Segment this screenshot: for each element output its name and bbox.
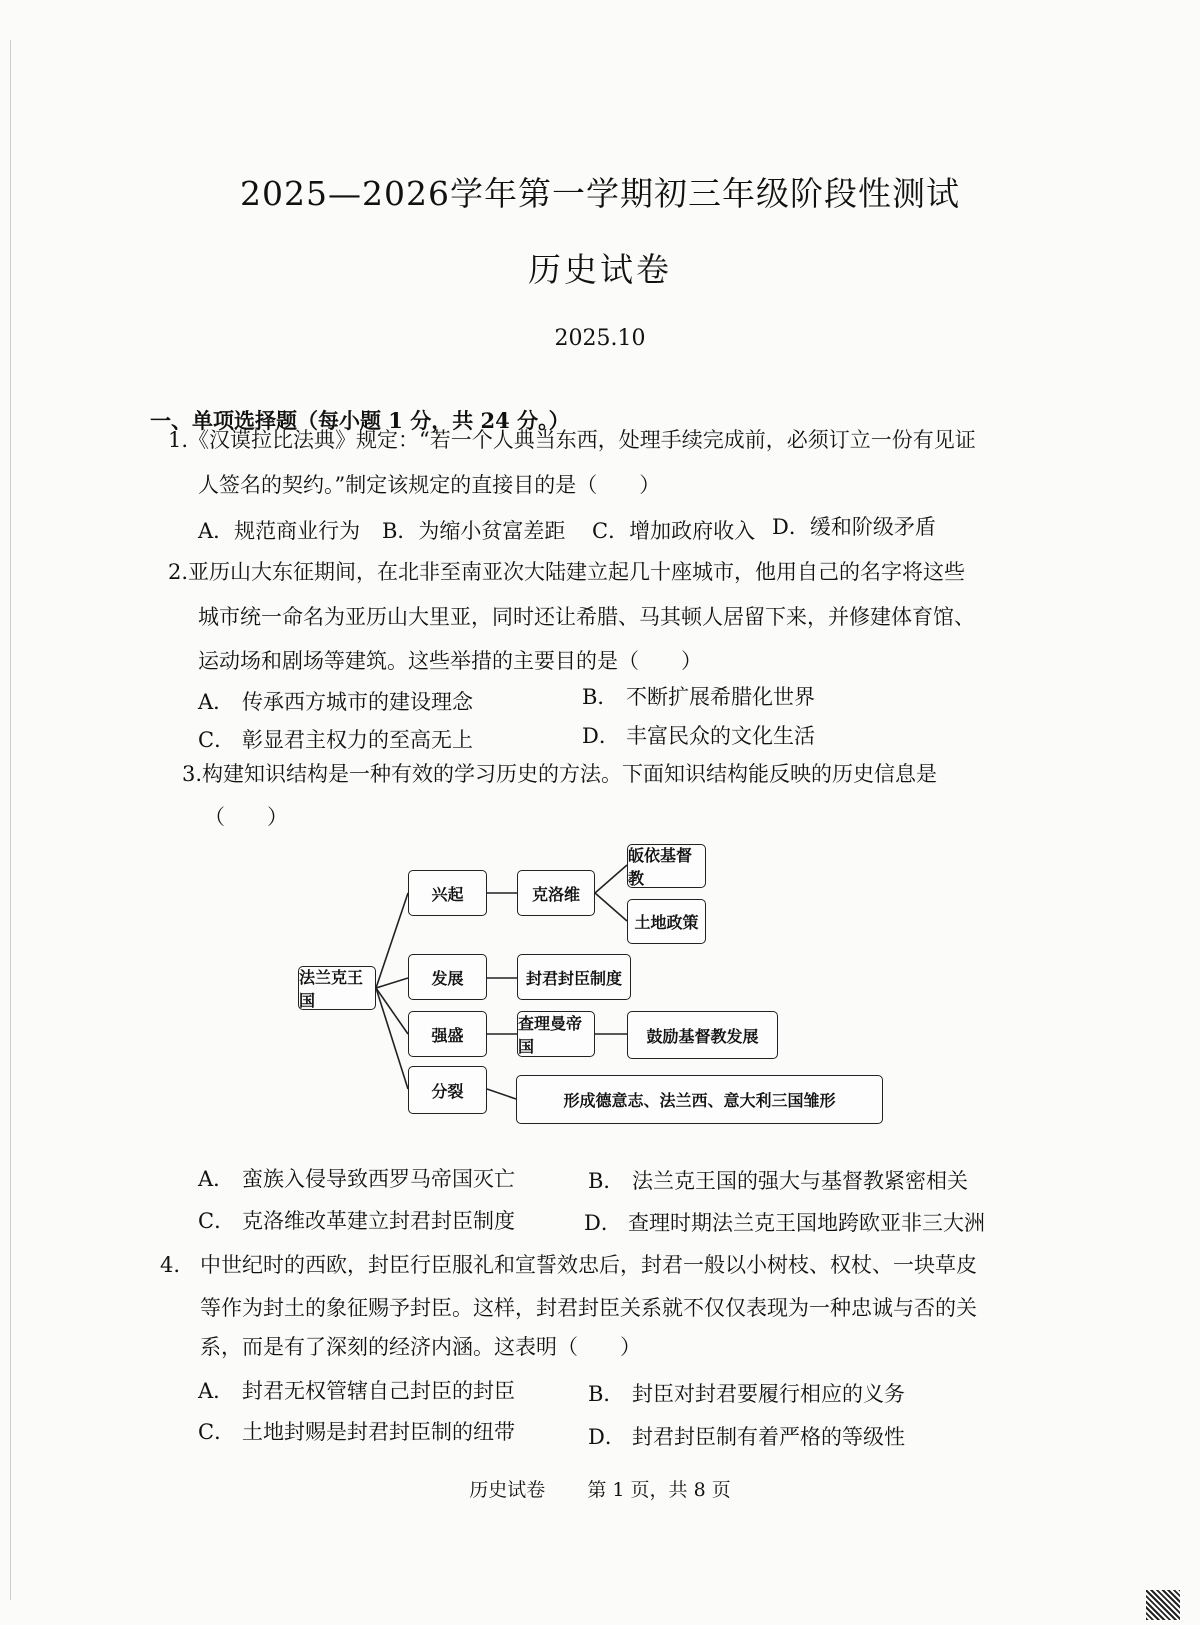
question-4-option-d: D． 封君封臣制有着严格的等级性 [588, 1425, 905, 1449]
question-4-option-c: C． 土地封赐是封君封臣制的纽带 [198, 1420, 515, 1444]
footer-page-number: 第 1 页，共 8 页 [587, 1479, 731, 1501]
question-1-option-c: C．增加政府收入 [592, 519, 756, 543]
question-2-line-2: 城市统一命名为亚历山大里亚，同时还让希腊、马其顿人居留下来，并修建体育馆、 [198, 605, 975, 629]
diagram-node-rise: 兴起 [408, 870, 487, 916]
question-3-option-b: B． 法兰克王国的强大与基督教紧密相关 [588, 1169, 968, 1193]
question-3-line-2: （ ） [204, 805, 288, 829]
question-3-line-1: 3.构建知识结构是一种有效的学习历史的方法。下面知识结构能反映的历史信息是 [182, 762, 938, 786]
subject-title: 历史试卷 [528, 250, 672, 289]
diagram-node-three: 形成德意志、法兰西、意大利三国雏形 [516, 1075, 883, 1124]
page-footer [0, 1475, 1200, 1502]
question-2-option-b: B． 不断扩展希腊化世界 [582, 685, 815, 709]
diagram-node-encourage: 鼓励基督教发展 [627, 1011, 778, 1059]
question-4-line-2: 等作为封土的象征赐予封臣。这样，封君封臣关系就不仅仅表现为一种忠诚与否的关 [200, 1296, 977, 1320]
question-1-line-1: 1.《汉谟拉比法典》规定：“若一个人典当东西，处理手续完成前，必须订立一份有见证 [168, 425, 976, 455]
question-3-option-a: A． 蛮族入侵导致西罗马帝国灭亡 [198, 1167, 515, 1191]
diagram-node-vassal: 封君封臣制度 [517, 954, 631, 1000]
question-2-line-3: 运动场和剧场等建筑。这些举措的主要目的是（ ） [198, 649, 702, 673]
question-1-line-2: 人签名的契约。”制定该规定的直接目的是（ ） [198, 473, 661, 497]
question-3-option-c: C． 克洛维改革建立封君封臣制度 [198, 1209, 515, 1233]
question-1-option-b: B．为缩小贫富差距 [382, 519, 566, 543]
diagram-node-land: 土地政策 [627, 899, 706, 944]
question-3-option-d: D． 查理时期法兰克王国地跨欧亚非三大洲 [584, 1211, 985, 1235]
question-2-option-d: D． 丰富民众的文化生活 [582, 724, 815, 748]
diagram-node-clovis: 克洛维 [517, 870, 595, 916]
question-2-option-c: C． 彰显君主权力的至高无上 [198, 728, 473, 752]
question-4-option-b: B． 封臣对封君要履行相应的义务 [588, 1382, 905, 1406]
question-1-option-a: A．规范商业行为 [198, 519, 361, 543]
question-4-line-1: 4. 中世纪时的西欧，封臣行臣服礼和宣誓效忠后，封君一般以小树枝、权杖、一块草皮 [160, 1253, 977, 1277]
question-4-line-3: 系，而是有了深刻的经济内涵。这表明（ ） [200, 1335, 641, 1359]
question-4-option-a: A． 封君无权管辖自己封臣的封臣 [198, 1379, 515, 1403]
diagram-node-develop: 发展 [408, 954, 487, 1000]
question-number: 1. [168, 428, 189, 452]
diagram-node-root: 法兰克王国 [298, 966, 376, 1010]
footer-subject: 历史试卷 [469, 1479, 546, 1501]
diagram-node-peak: 强盛 [408, 1011, 487, 1057]
diagram-node-convert: 皈依基督教 [627, 844, 706, 888]
question-2-line-1: 2.亚历山大东征期间，在北非至南亚次大陆建立起几十座城市，他用自己的名字将这些 [168, 560, 966, 584]
section-heading: 一、单项选择题（每小题 1 分，共 24 分。） [150, 408, 570, 433]
qr-code-icon [1146, 1590, 1180, 1620]
knowledge-structure-diagram [290, 835, 900, 1145]
diagram-node-split: 分裂 [408, 1066, 487, 1114]
exam-date: 2025.10 [554, 326, 646, 351]
diagram-node-charles: 查理曼帝国 [517, 1011, 595, 1057]
exam-title: 2025—2026学年第一学期初三年级阶段性测试 [240, 174, 960, 213]
question-1-option-d: D．缓和阶级矛盾 [772, 515, 936, 539]
question-2-option-a: A． 传承西方城市的建设理念 [198, 690, 473, 714]
